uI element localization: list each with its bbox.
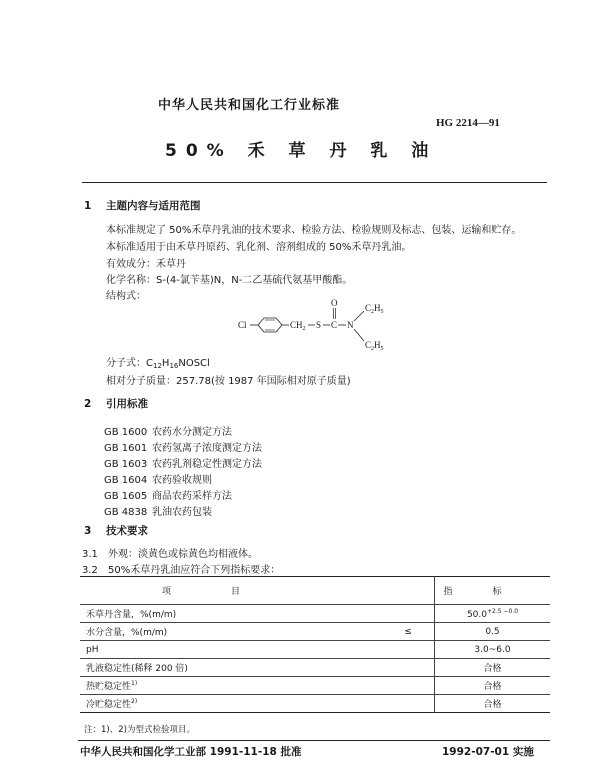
- table-row: 水分含量，%(m/m) ≤ 0.5: [80, 623, 550, 641]
- struct-s: S: [316, 320, 322, 330]
- standard-title: 中华人民共和国化工行业标准: [158, 98, 341, 113]
- struct-ethyl-bottom: $C_2H_5$: [365, 340, 384, 352]
- header-symbol: [382, 577, 435, 605]
- s1-paragraph-1: 本标准规定了 50%禾草丹乳油的技术要求、检验方法、检验规则及标志、包装、运输和贮存。: [106, 225, 522, 236]
- table-row: 乳液稳定性(稀释 200 倍) 合格: [80, 659, 550, 677]
- document-title: 50% 禾 草 丹 乳 油: [165, 141, 438, 161]
- struct-o: O: [331, 298, 338, 308]
- approval-line: 中华人民共和国化学工业部 1991-11-18 批准: [80, 746, 302, 758]
- active-ingredient: 有效成分：禾草丹: [106, 259, 186, 270]
- table-row: pH 3.0~6.0: [80, 641, 550, 659]
- section-3-title: 技术要求: [106, 525, 148, 537]
- reference-item: GB 1603 农药乳剂稳定性测定方法: [104, 459, 262, 470]
- reference-item: GB 4838 乳油农药包装: [104, 507, 212, 518]
- section-3-heading: [84, 523, 148, 538]
- section-2-heading: [84, 396, 148, 411]
- table-row: 冷贮稳定性$^{2)}$ 合格: [80, 695, 550, 713]
- section-1-heading: [84, 198, 201, 213]
- table-row: 禾草丹含量，%(m/m) $50.0^{+2.5 -0.0}$: [80, 605, 550, 623]
- table-note: 注：1)、2)为型式检验项目。: [84, 725, 195, 735]
- section-2-number: 2: [84, 398, 92, 410]
- section-1-title: 主题内容与适用范围: [106, 200, 201, 212]
- struct-ch2: $CH_2$: [290, 320, 306, 332]
- table-header-row: [80, 577, 550, 605]
- section-3-number: 3: [84, 525, 92, 537]
- molecular-mass: 相对分子质量：257.78(按 1987 年国际相对原子质量): [106, 376, 351, 387]
- struct-cl: Cl: [238, 320, 247, 330]
- structure-label: 结构式：: [106, 291, 146, 302]
- effective-date: 1992-07-01 实施: [442, 746, 534, 758]
- reference-list: [104, 420, 262, 516]
- clause-3-1: 3.1 外观：淡黄色或棕黄色均相液体。: [82, 549, 258, 560]
- top-rule: [82, 182, 547, 183]
- reference-item: GB 1605 商品农药采样方法: [104, 491, 232, 502]
- struct-n: N: [347, 320, 354, 330]
- s1-paragraph-2: 本标准适用于由禾草丹原药、乳化剂、溶剂组成的 50%禾草丹乳油。: [106, 242, 412, 253]
- molecular-formula: 分子式：$C_{12}H_{16}NOSCl$: [106, 358, 210, 370]
- structural-formula: [228, 296, 408, 354]
- reference-item: GB 1600 农药水分测定方法: [104, 427, 232, 438]
- header-value: 指标: [435, 577, 551, 605]
- struct-c: C: [331, 320, 338, 330]
- requirements-table: [80, 576, 550, 713]
- reference-item: GB 1601 农药氢离子浓度测定方法: [104, 443, 262, 454]
- bottom-rule: [78, 740, 550, 741]
- reference-item: GB 1604 农药验收规则: [104, 475, 212, 486]
- struct-ethyl-top: $C_2H_5$: [365, 303, 384, 315]
- header-item: 项目: [80, 577, 382, 605]
- clause-3-2: 3.2 50%禾草丹乳油应符合下列指标要求：: [82, 565, 281, 576]
- table-row: 热贮稳定性$^{1)}$ 合格: [80, 677, 550, 695]
- section-2-title: 引用标准: [106, 398, 148, 410]
- standard-code: HG 2214—91: [436, 117, 500, 129]
- section-1-number: 1: [84, 200, 92, 212]
- chemical-name: 化学名称：S-(4-氯苄基)N，N-二乙基硫代氨基甲酸酯。: [106, 275, 353, 286]
- benzene-ring: [258, 318, 282, 332]
